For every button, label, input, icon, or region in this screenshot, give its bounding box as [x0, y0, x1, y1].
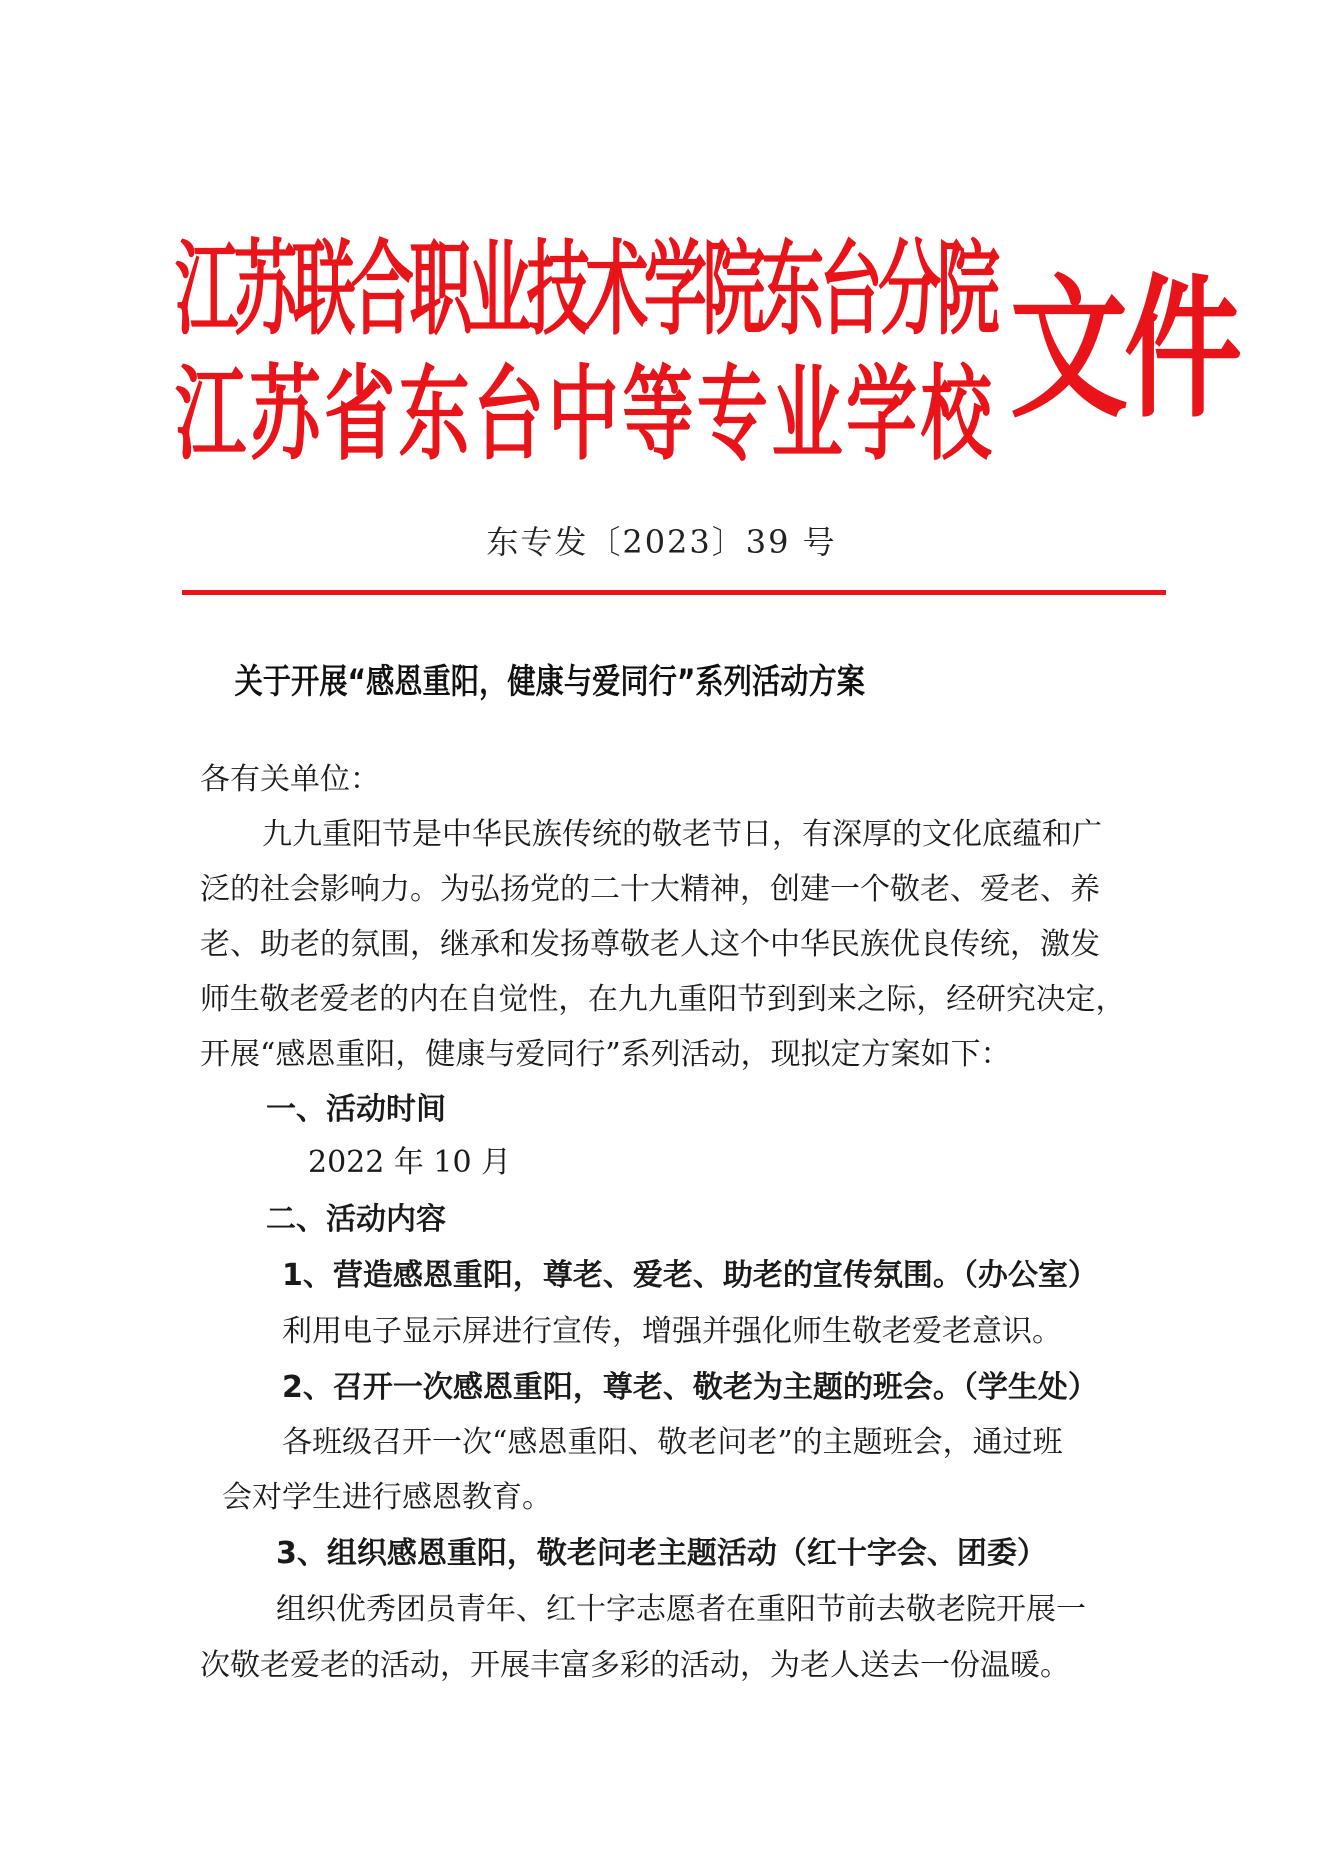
- item-heading-3: 3、组织感恩重阳，敬老问老主题活动（红十字会、团委）: [276, 1536, 1047, 1571]
- item-text-line: 次敬老爱老的活动，开展丰富多彩的活动，为老人送去一份温暖。: [200, 1648, 1070, 1683]
- intro-line: 九九重阳节是中华民族传统的敬老节日，有深厚的文化底蕴和广: [262, 817, 1102, 852]
- item-heading-1: 1、营造感恩重阳，尊老、爱老、助老的宣传氛围。（办公室）: [282, 1258, 1098, 1293]
- intro-line: 开展“感恩重阳，健康与爱同行”系列活动，现拟定方案如下：: [200, 1037, 1011, 1072]
- section-heading-time: 一、活动时间: [266, 1092, 446, 1127]
- document-title: 关于开展“感恩重阳，健康与爱同行”系列活动方案: [234, 662, 865, 702]
- intro-line: 老、助老的氛围，继承和发扬尊敬老人这个中华民族优良传统，激发: [200, 927, 1100, 962]
- item-text-line: 组织优秀团员青年、红十字志愿者在重阳节前去敬老院开展一: [276, 1592, 1086, 1627]
- section-heading-content: 二、活动内容: [266, 1202, 446, 1237]
- red-letterhead: [175, 228, 1239, 475]
- item-heading-2: 2、召开一次感恩重阳，尊老、敬老为主题的班会。（学生处）: [282, 1370, 1098, 1405]
- item-text-line: 利用电子显示屏进行宣传，增强并强化师生敬老爱老意识。: [282, 1314, 1062, 1349]
- red-divider-rule: [182, 590, 1166, 595]
- document-number: 东专发〔2023〕39 号: [486, 523, 837, 561]
- intro-line: 师生敬老爱老的内在自觉性，在九九重阳节到到来之际，经研究决定，: [200, 982, 1126, 1017]
- org-name-line-1: 江苏联合职业技术学院东台分院: [175, 230, 996, 350]
- intro-line: 泛的社会影响力。为弘扬党的二十大精神，创建一个敬老、爱老、养: [200, 872, 1100, 907]
- item-text-line: 会对学生进行感恩教育。: [222, 1480, 552, 1515]
- activity-time-value: 2022 年 10 月: [308, 1145, 512, 1180]
- salutation: 各有关单位：: [200, 762, 380, 797]
- doc-type-label: 文件: [1010, 259, 1239, 439]
- item-text-line: 各班级召开一次“感恩重阳、敬老问老”的主题班会，通过班: [282, 1425, 1063, 1460]
- org-name-line-2: 江苏省东台中等专业学校: [175, 355, 996, 475]
